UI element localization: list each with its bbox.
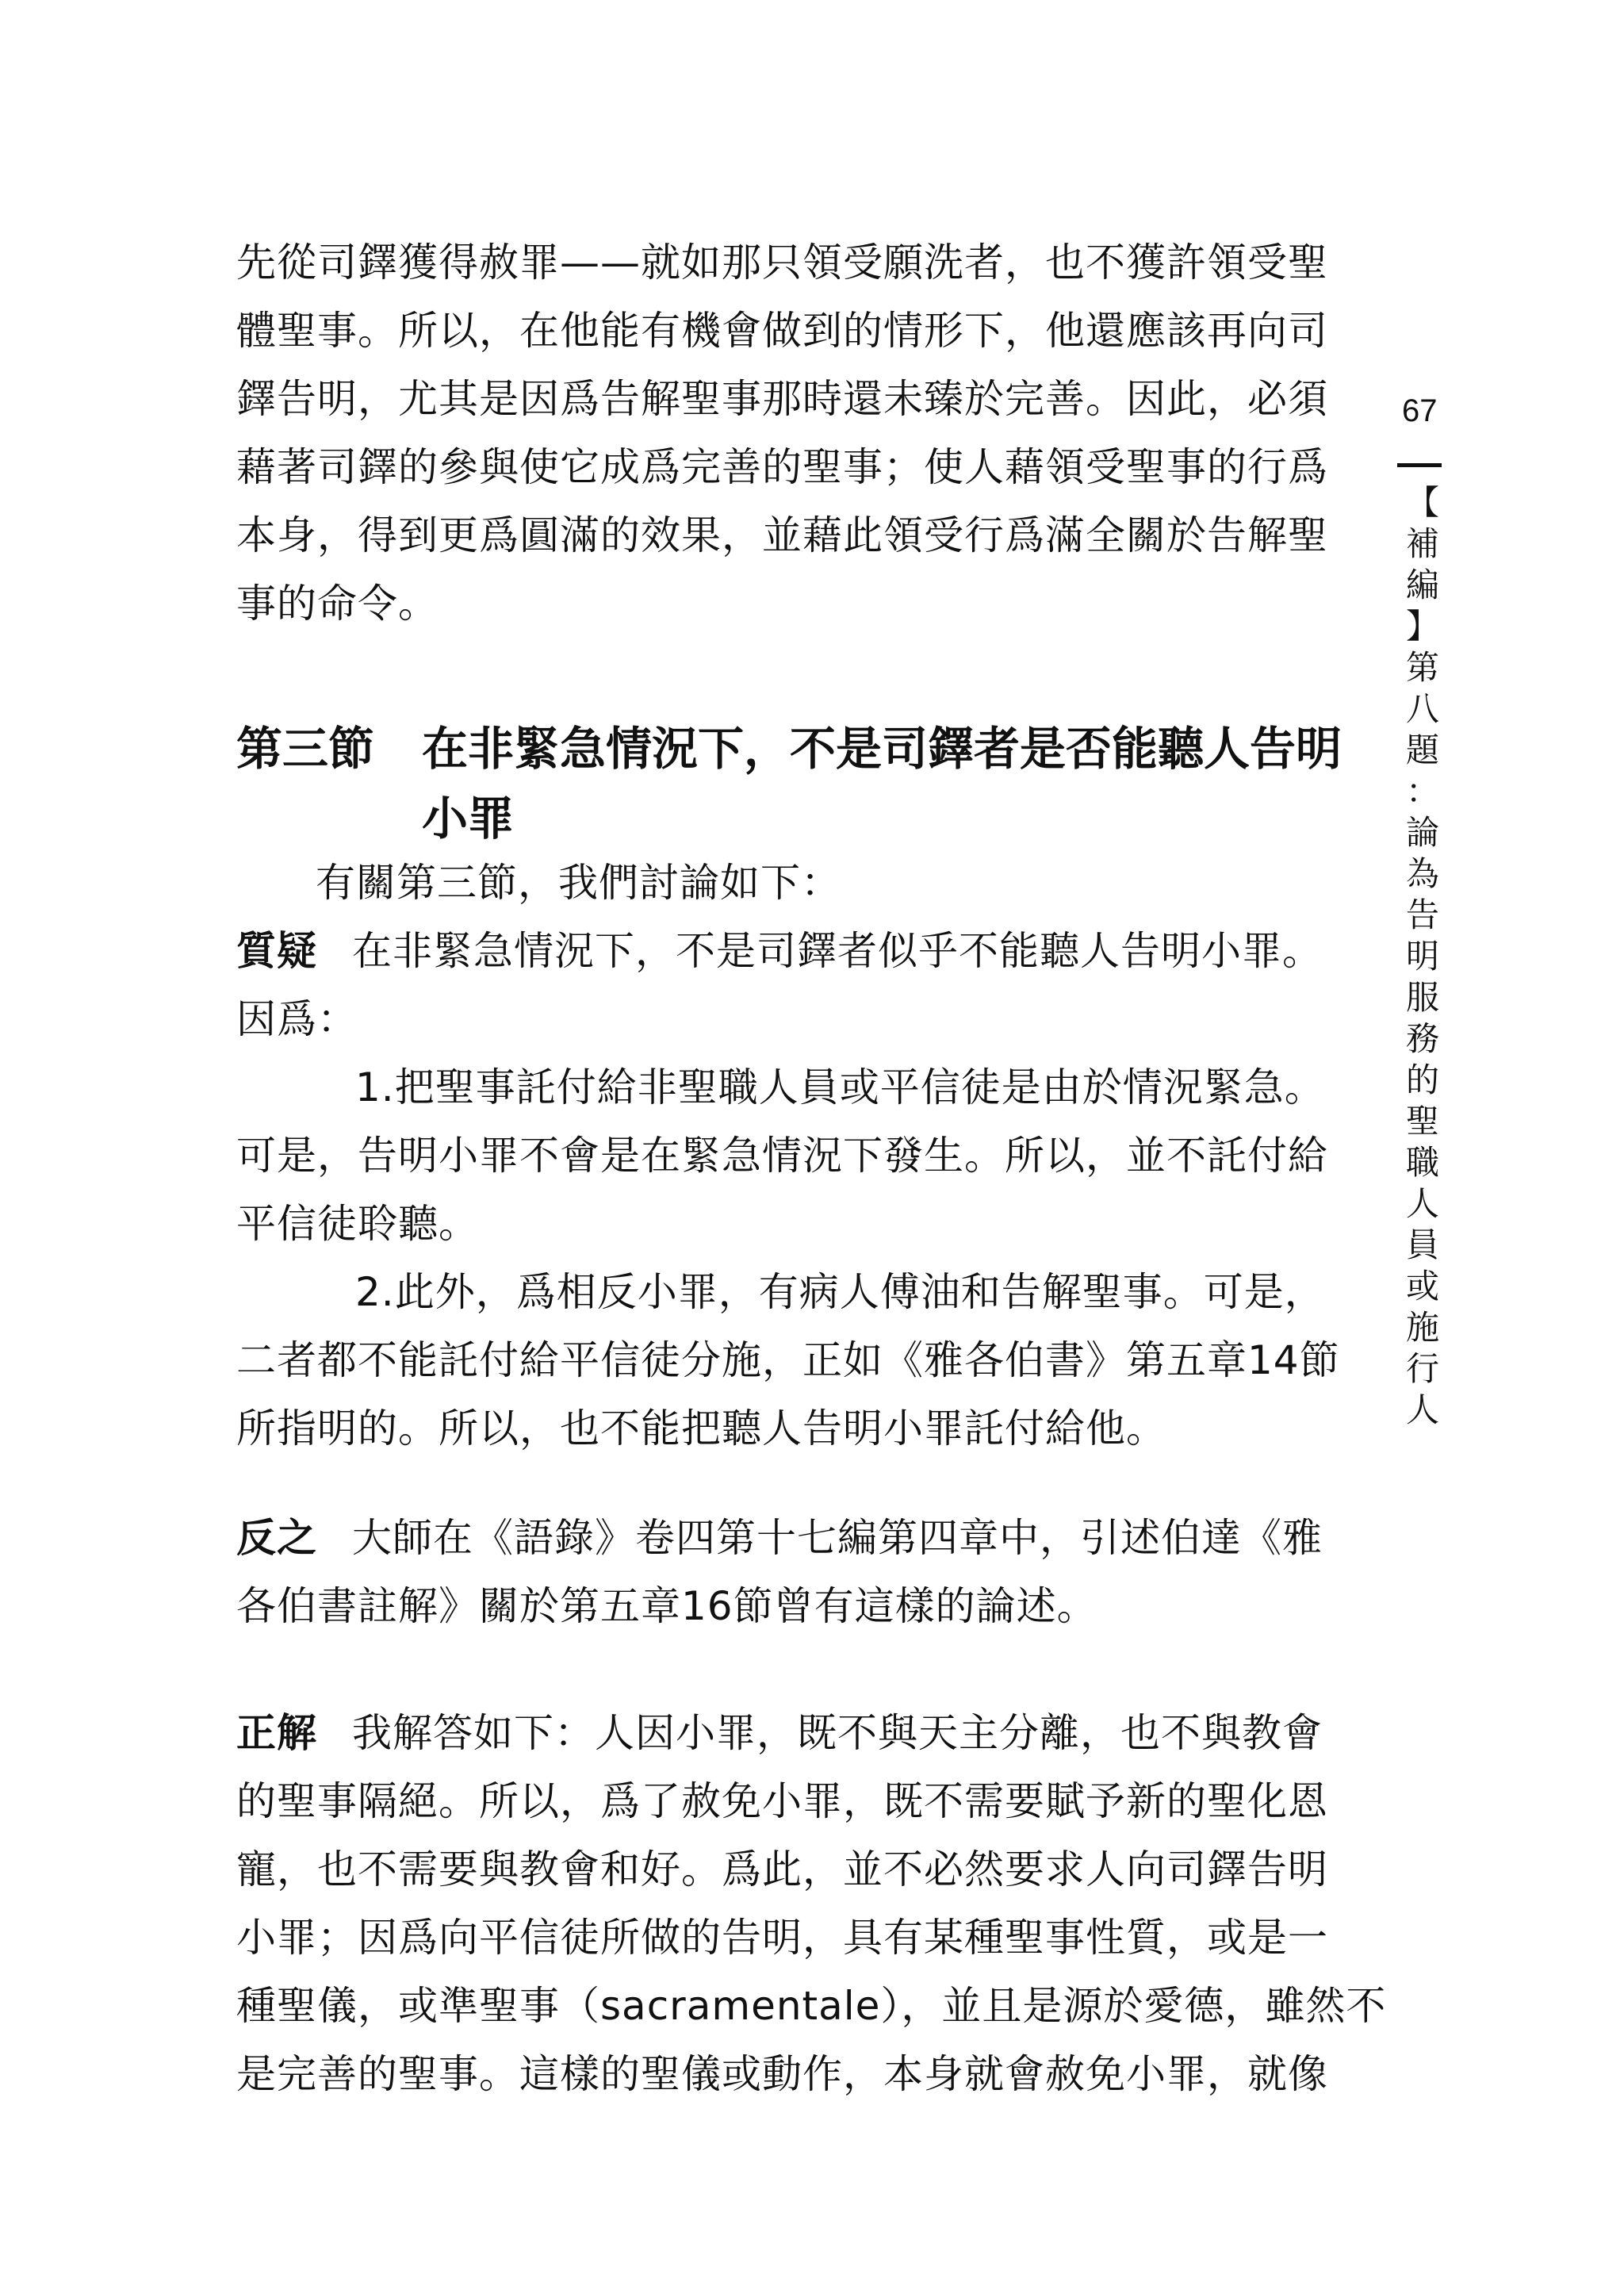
running-header-char: 八 — [1405, 689, 1439, 728]
text-line: 各伯書註解》關於第五章16節曾有這樣的論述。 — [236, 1583, 1097, 1629]
point-1-line: 1.把聖事託付給非聖職人員或平信徒是由於情況緊急。 — [355, 1064, 1325, 1110]
discussion-intro: 有關第三節，我們討論如下： — [316, 860, 841, 906]
text-line: 體聖事。所以，在他能有機會做到的情形下，他還應該再向司 — [236, 308, 1328, 354]
text-line: 寵，也不需要與教會和好。爲此，並不必然要求人向司鐸告明 — [236, 1846, 1328, 1892]
running-header-char: 編 — [1405, 566, 1439, 604]
running-header-char: 】 — [1405, 607, 1439, 646]
intro-paragraph — [236, 228, 1358, 638]
text-line: 是完善的聖事。這樣的聖儀或動作，本身就會赦免小罪，就像 — [236, 2051, 1328, 2097]
text-line: 的聖事隔絕。所以，爲了赦免小罪，既不需要賦予新的聖化恩 — [236, 1778, 1328, 1824]
text-line: 小罪；因爲向平信徒所做的告明，具有某種聖事性質，或是一 — [236, 1915, 1328, 1961]
section-number: 第三節 — [236, 722, 375, 776]
page-number: 67 — [1402, 393, 1438, 428]
contra-label: 反之 — [236, 1515, 317, 1561]
text-line: 事的命令。 — [236, 581, 439, 627]
answer-block — [236, 1699, 1387, 2108]
running-header-char: 【 — [1405, 483, 1439, 522]
answer-label: 正解 — [236, 1710, 317, 1756]
running-header-char: 職 — [1405, 1143, 1439, 1182]
running-header — [1400, 482, 1445, 1431]
point-1-line: 可是，告明小罪不會是在緊急情況下發生。所以，並不託付給 — [236, 1133, 1328, 1179]
point-1-line: 平信徒聆聽。 — [236, 1201, 479, 1247]
text-line: 我解答如下：人因小罪，既不與天主分離，也不與教會 — [352, 1710, 1323, 1756]
text-line: 種聖儀，或準聖事（sacramentale），並且是源於愛德，雖然不 — [236, 1983, 1387, 2029]
running-header-char: 務 — [1405, 1019, 1439, 1058]
running-header-char: 第 — [1405, 648, 1439, 687]
running-header-char: 或 — [1405, 1267, 1439, 1306]
text-line: 本身，得到更爲圓滿的效果，並藉此領受行爲滿全關於告解聖 — [236, 512, 1328, 558]
running-header-char: 人 — [1405, 1390, 1439, 1429]
running-header-char: 員 — [1405, 1225, 1439, 1264]
text-line: 藉著司鐸的參與使它成爲完善的聖事；使人藉領受聖事的行爲 — [236, 444, 1328, 490]
running-header-char: 補 — [1405, 524, 1439, 563]
running-header-char: 服 — [1405, 978, 1439, 1017]
section-heading — [236, 714, 1362, 853]
text-line: 鐸告明，尤其是因爲告解聖事那時還未臻於完善。因此，必須 — [236, 376, 1328, 422]
text-line: 先從司鐸獲得赦罪——就如那只領受願洗者，也不獲許領受聖 — [236, 240, 1328, 286]
running-header-char: ： — [1405, 772, 1439, 811]
running-header-char: 的 — [1405, 1060, 1439, 1099]
running-header-char: 題 — [1405, 730, 1439, 769]
point-2-line: 2.此外，爲相反小罪，有病人傅油和告解聖事。可是， — [355, 1269, 1325, 1315]
point-2-line: 所指明的。所以，也不能把聽人告明小罪託付給他。 — [236, 1405, 1166, 1451]
running-header-char: 聖 — [1405, 1102, 1439, 1141]
section-title-line1: 在非緊急情況下，不是司鐸者是否能聽人告明 — [422, 722, 1342, 776]
running-header-char: 施 — [1405, 1308, 1439, 1347]
running-header-char: 行 — [1405, 1349, 1439, 1388]
margin-rule — [1397, 463, 1442, 467]
objection-block — [236, 849, 1358, 1463]
running-header-char: 論 — [1405, 813, 1439, 852]
text-line: 大師在《語錄》卷四第十七編第四章中，引述伯達《雅 — [352, 1515, 1323, 1561]
text-line: 在非緊急情況下，不是司鐸者似乎不能聽人告明小罪。 — [352, 928, 1323, 974]
contra-block — [236, 1504, 1358, 1640]
section-title-line2: 小罪 — [422, 792, 515, 845]
objection-label: 質疑 — [236, 928, 317, 974]
point-2-line: 二者都不能託付給平信徒分施，正如《雅各伯書》第五章14節 — [236, 1337, 1340, 1383]
running-header-char: 人 — [1405, 1184, 1439, 1223]
running-header-char: 為 — [1405, 854, 1439, 893]
running-header-char: 告 — [1405, 895, 1439, 934]
running-header-char: 明 — [1405, 937, 1439, 976]
text-line: 因爲： — [236, 996, 358, 1042]
